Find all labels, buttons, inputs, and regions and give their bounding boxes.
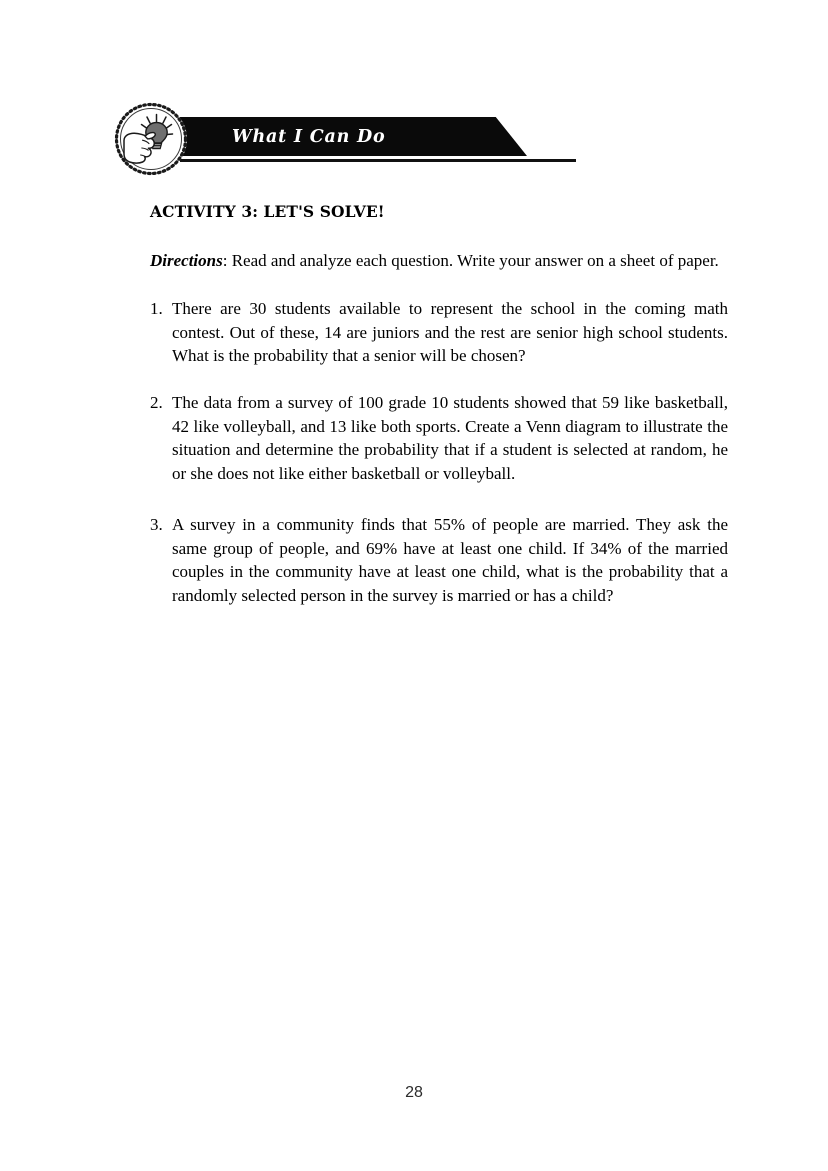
banner-underline-rule <box>180 158 576 162</box>
list-item-number: 2. <box>150 393 163 413</box>
list-item <box>150 297 728 367</box>
list-item <box>150 391 728 485</box>
list-item-number: 1. <box>150 299 163 319</box>
question-list <box>150 297 728 607</box>
section-banner <box>112 100 532 180</box>
list-item-text: A survey in a community finds that 55% of people are married. They ask the same group of people, and 69% have at least one child. If 34% of the married couples in the community have at least one child, what is the probability that a randomly selected person in the survey is married or has a child? <box>172 515 728 605</box>
directions-paragraph <box>150 249 728 272</box>
list-item-text: The data from a survey of 100 grade 10 students showed that 59 like basketball, 42 like volleyball, and 13 like both sports. Create a Venn diagram to illustrate the situation and determine the probability that if a student is selected at random, he or she does not like either basketball or volleyball. <box>172 393 728 483</box>
page-number: 28 <box>405 1084 423 1101</box>
directions-text: : Read and analyze each question. Write your answer on a sheet of paper. <box>222 250 719 270</box>
hand-lightbulb-icon <box>112 100 190 178</box>
list-item <box>150 513 728 607</box>
activity-heading: ACTIVITY 3: LET'S SOLVE! <box>150 202 385 221</box>
list-item-text: There are 30 students available to represent the school in the coming math contest. Out of these, 14 are juniors and the rest are senior high school students. What is the probability that a senior will be chosen? <box>172 299 728 365</box>
banner-title: What I Can Do <box>232 126 386 147</box>
document-content <box>150 203 728 607</box>
banner-bar <box>180 117 527 156</box>
list-item-number: 3. <box>150 515 163 535</box>
directions-label: Directions <box>150 250 223 270</box>
